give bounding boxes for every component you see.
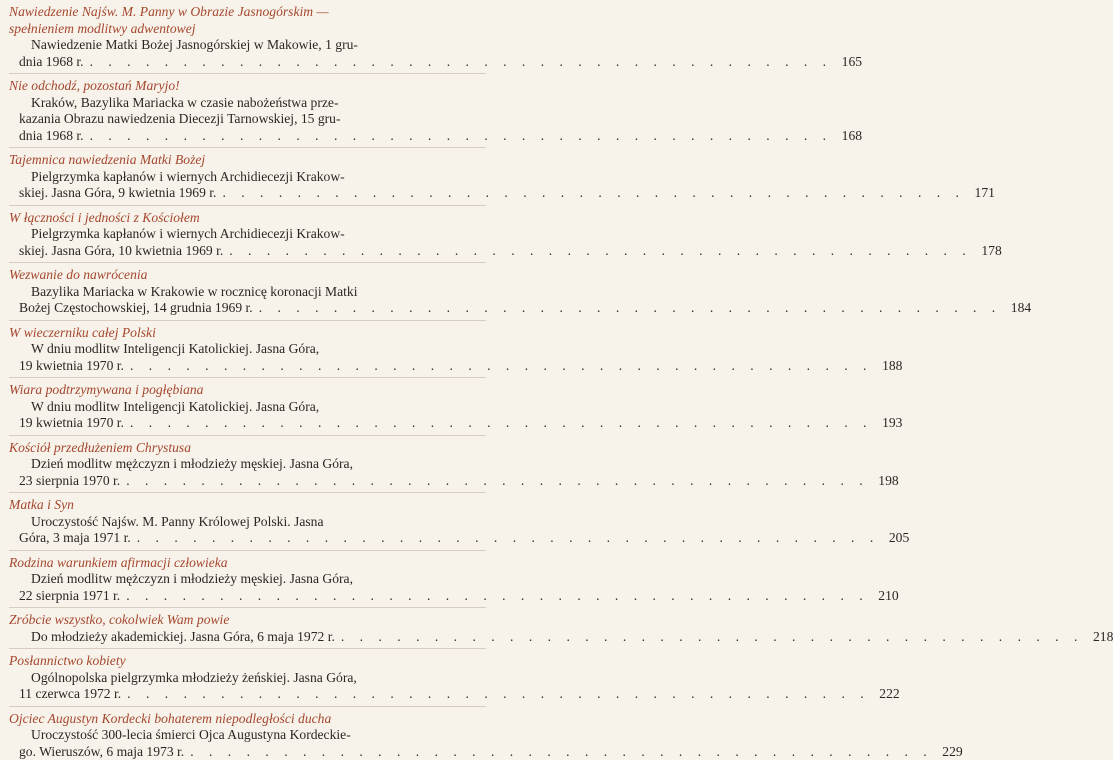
page-number: 178 xyxy=(978,243,1002,260)
entry-description: W dniu modlitw Inteligencji Katolickiej. Jasna Góra, xyxy=(9,399,486,416)
page-number: 198 xyxy=(875,473,899,490)
entry-last-line xyxy=(9,185,486,202)
toc-entry xyxy=(9,440,486,490)
toc-entry xyxy=(9,152,486,202)
entry-divider xyxy=(9,648,486,649)
entry-description: Bożej Częstochowskiej, 14 grudnia 1969 r. xyxy=(19,300,253,317)
page-number: 222 xyxy=(876,686,900,703)
entry-last-line xyxy=(9,744,486,760)
entry-title: spełnieniem modlitwy adwentowej xyxy=(9,21,486,38)
toc-entry xyxy=(9,497,486,547)
entry-last-line xyxy=(9,54,486,71)
dot-leader: . . . . . . . . . . . . . . . . . . . . . . . . . . . . . . . . . . . . . . . . xyxy=(229,243,971,260)
page-number: 205 xyxy=(885,530,909,547)
dot-leader: . . . . . . . . . . . . . . . . . . . . . . . . . . . . . . . . . . . . . . . . xyxy=(126,588,868,605)
entry-description: skiej. Jasna Góra, 10 kwietnia 1969 r. xyxy=(19,243,223,260)
entry-divider xyxy=(9,550,486,551)
entry-description: Dzień modlitw mężczyzn i młodzieży męskiej. Jasna Góra, xyxy=(9,571,486,588)
entry-divider xyxy=(9,607,486,608)
entry-divider xyxy=(9,147,486,148)
entry-description: Uroczystość 300-lecia śmierci Ojca Augustyna Kordeckie- xyxy=(9,727,486,744)
entry-description: Uroczystość Najśw. M. Panny Królowej Polski. Jasna xyxy=(9,514,486,531)
dot-leader: . . . . . . . . . . . . . . . . . . . . . . . . . . . . . . . . . . . . . . . . xyxy=(259,300,1001,317)
entry-divider xyxy=(9,262,486,263)
page-number: 210 xyxy=(875,588,899,605)
page-number: 165 xyxy=(838,54,862,71)
entry-title: Ojciec Augustyn Kordecki bohaterem niepodległości ducha xyxy=(9,711,486,728)
toc-entry xyxy=(9,267,486,317)
entry-last-line xyxy=(9,300,486,317)
entry-description: W dniu modlitw Inteligencji Katolickiej. Jasna Góra, xyxy=(9,341,486,358)
entry-description: dnia 1968 r. xyxy=(19,128,84,145)
entry-last-line xyxy=(9,629,486,646)
page-number: 184 xyxy=(1007,300,1031,317)
toc-entry xyxy=(9,4,486,70)
entry-divider xyxy=(9,492,486,493)
entry-divider xyxy=(9,320,486,321)
entry-last-line xyxy=(9,128,486,145)
entry-divider xyxy=(9,205,486,206)
dot-leader: . . . . . . . . . . . . . . . . . . . . . . . . . . . . . . . . . . . . . . . . xyxy=(130,358,872,375)
entry-divider xyxy=(9,706,486,707)
entry-description: Pielgrzymka kapłanów i wiernych Archidiecezji Krakow- xyxy=(9,226,486,243)
entry-description: Ogólnopolska pielgrzymka młodzieży żeńskiej. Jasna Góra, xyxy=(9,670,486,687)
toc-entry xyxy=(9,78,486,144)
entry-title: Nie odchodź, pozostań Maryjo! xyxy=(9,78,486,95)
entry-title: Rodzina warunkiem afirmacji człowieka xyxy=(9,555,486,572)
page-number: 188 xyxy=(878,358,902,375)
entry-description: Pielgrzymka kapłanów i wiernych Archidiecezji Krakow- xyxy=(9,169,486,186)
toc-entry xyxy=(9,653,486,703)
entry-title: Nawiedzenie Najśw. M. Panny w Obrazie Jasnogórskim — xyxy=(9,4,486,21)
entry-title: Wiara podtrzymywana i pogłębiana xyxy=(9,382,486,399)
toc-entry xyxy=(9,555,486,605)
entry-description: Nawiedzenie Matki Bożej Jasnogórskiej w Makowie, 1 gru- xyxy=(9,37,486,54)
entry-last-line xyxy=(9,243,486,260)
page-number: 168 xyxy=(838,128,862,145)
dot-leader: . . . . . . . . . . . . . . . . . . . . . . . . . . . . . . . . . . . . . . . . xyxy=(90,54,832,71)
entry-description: 23 sierpnia 1970 r. xyxy=(19,473,120,490)
dot-leader: . . . . . . . . . . . . . . . . . . . . . . . . . . . . . . . . . . . . . . . . xyxy=(90,128,832,145)
entry-description: Do młodzieży akademickiej. Jasna Góra, 6 maja 1972 r. xyxy=(31,629,335,646)
entry-divider xyxy=(9,435,486,436)
entry-description: Góra, 3 maja 1971 r. xyxy=(19,530,131,547)
toc-entry xyxy=(9,711,486,760)
entry-description: 19 kwietnia 1970 r. xyxy=(19,415,124,432)
entry-title: Tajemnica nawiedzenia Matki Bożej xyxy=(9,152,486,169)
dot-leader: . . . . . . . . . . . . . . . . . . . . . . . . . . . . . . . . . . . . . . . . xyxy=(190,744,932,760)
entry-title: Matka i Syn xyxy=(9,497,486,514)
entry-description: Bazylika Mariacka w Krakowie w rocznicę koronacji Matki xyxy=(9,284,486,301)
entry-last-line xyxy=(9,415,486,432)
page-number: 193 xyxy=(878,415,902,432)
entry-description: dnia 1968 r. xyxy=(19,54,84,71)
entry-last-line xyxy=(9,358,486,375)
toc-entry xyxy=(9,325,486,375)
entry-title: W łączności i jedności z Kościołem xyxy=(9,210,486,227)
page-number: 171 xyxy=(971,185,995,202)
entry-title: Wezwanie do nawrócenia xyxy=(9,267,486,284)
entry-last-line xyxy=(9,686,486,703)
entry-title: Kościół przedłużeniem Chrystusa xyxy=(9,440,486,457)
toc-entry xyxy=(9,210,486,260)
dot-leader: . . . . . . . . . . . . . . . . . . . . . . . . . . . . . . . . . . . . . . . . xyxy=(137,530,879,547)
entry-description: 11 czerwca 1972 r. xyxy=(19,686,121,703)
page-number: 229 xyxy=(939,744,963,760)
entry-description: 22 sierpnia 1971 r. xyxy=(19,588,120,605)
entry-title: Zróbcie wszystko, cokolwiek Wam powie xyxy=(9,612,486,629)
entry-divider xyxy=(9,377,486,378)
dot-leader: . . . . . . . . . . . . . . . . . . . . . . . . . . . . . . . . . . . . . . . . xyxy=(341,629,1083,646)
dot-leader: . . . . . . . . . . . . . . . . . . . . . . . . . . . . . . . . . . . . . . . . xyxy=(126,473,868,490)
toc-entry xyxy=(9,382,486,432)
entry-last-line xyxy=(9,530,486,547)
dot-leader: . . . . . . . . . . . . . . . . . . . . . . . . . . . . . . . . . . . . . . . . xyxy=(222,185,964,202)
entry-description: kazania Obrazu nawiedzenia Diecezji Tarnowskiej, 15 gru- xyxy=(9,111,486,128)
entry-description: Dzień modlitw mężczyzn i młodzieży męskiej. Jasna Góra, xyxy=(9,456,486,473)
entry-description: skiej. Jasna Góra, 9 kwietnia 1969 r. xyxy=(19,185,216,202)
page-number: 218 xyxy=(1089,629,1113,646)
entry-last-line xyxy=(9,473,486,490)
entry-description: go. Wieruszów, 6 maja 1973 r. xyxy=(19,744,184,760)
toc-entry xyxy=(9,612,486,645)
entry-title: Posłannictwo kobiety xyxy=(9,653,486,670)
entry-description: 19 kwietnia 1970 r. xyxy=(19,358,124,375)
entry-divider xyxy=(9,73,486,74)
dot-leader: . . . . . . . . . . . . . . . . . . . . . . . . . . . . . . . . . . . . . . . . xyxy=(130,415,872,432)
entry-description: Kraków, Bazylika Mariacka w czasie nabożeństwa prze- xyxy=(9,95,486,112)
entry-last-line xyxy=(9,588,486,605)
dot-leader: . . . . . . . . . . . . . . . . . . . . . . . . . . . . . . . . . . . . . . . . xyxy=(127,686,869,703)
entry-title: W wieczerniku całej Polski xyxy=(9,325,486,342)
toc-page xyxy=(0,0,500,720)
